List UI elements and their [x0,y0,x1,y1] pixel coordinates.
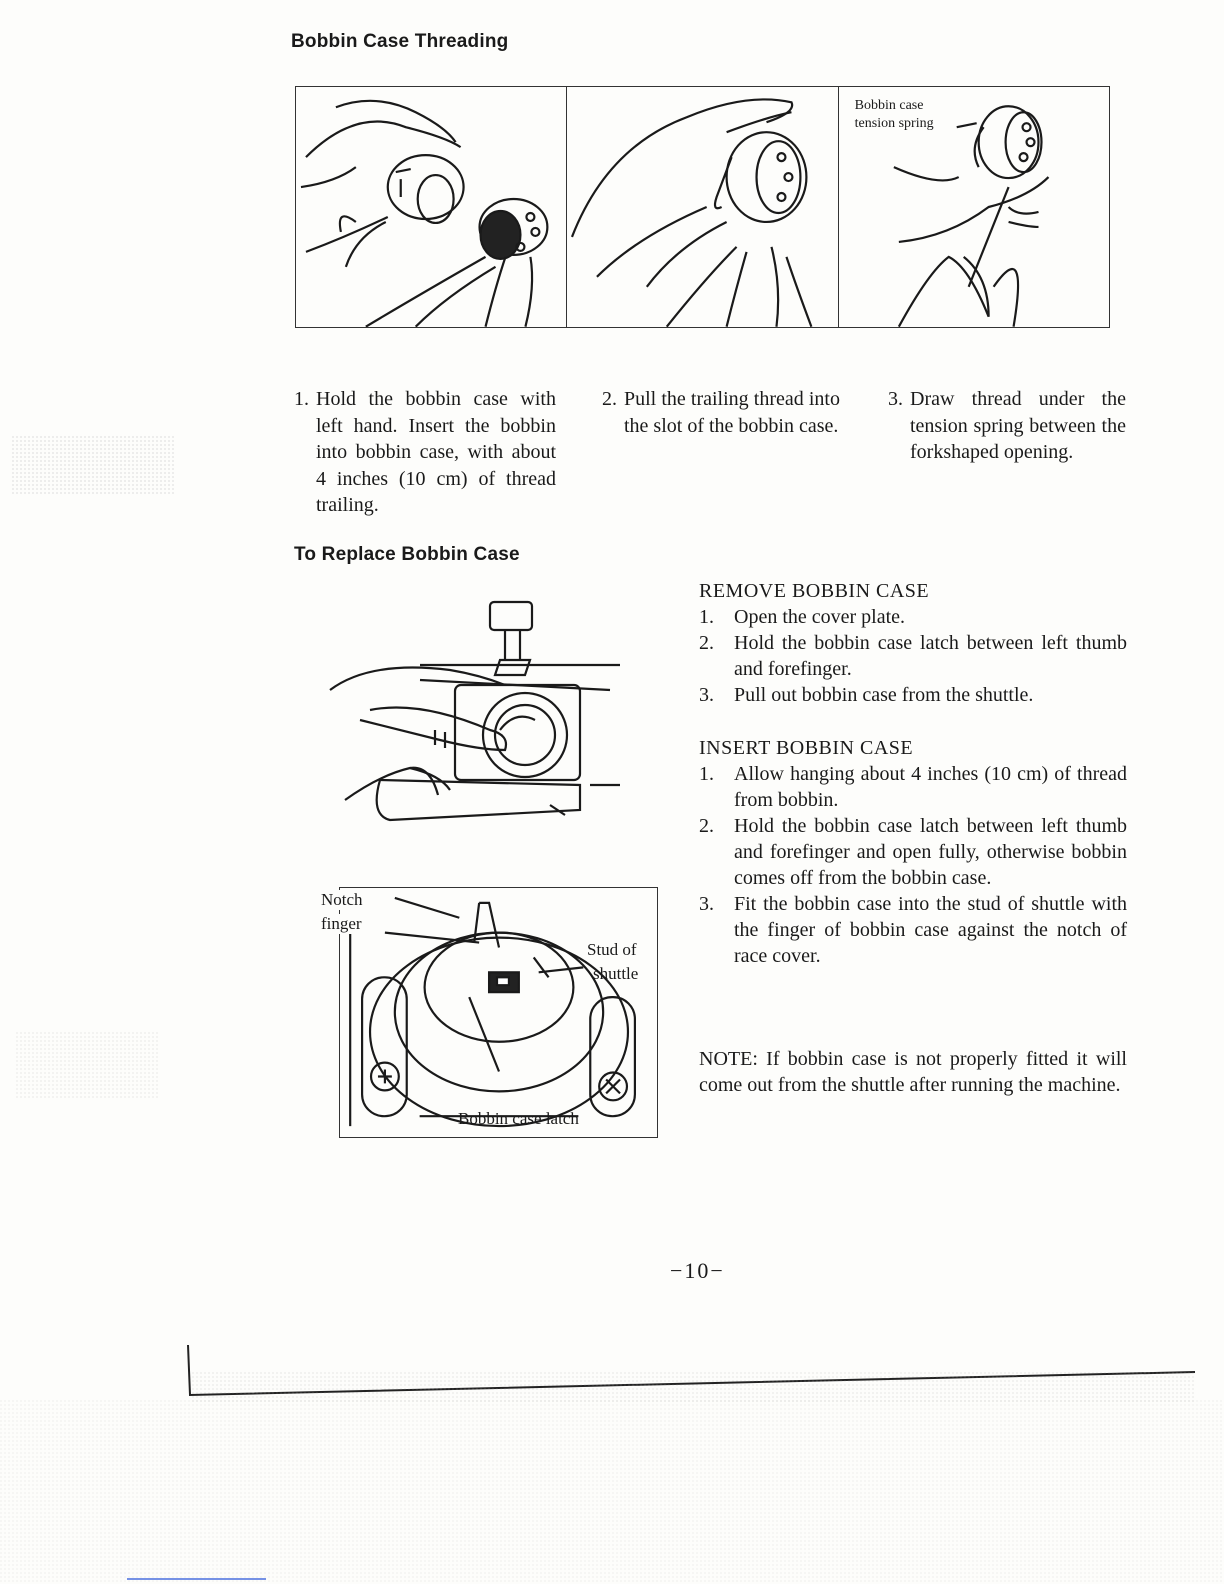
item-number: 3. [699,684,714,706]
section-title-threading: Bobbin Case Threading [291,31,509,52]
item-text: Pull out bobbin case from the shuttle. [734,684,1034,706]
remove-item-2 [699,630,1127,682]
step-number: 3. [888,388,903,410]
threading-illustrations [295,86,1110,328]
insert-item-1 [699,761,1127,813]
item-text: Open the cover plate. [734,606,906,628]
bobbin-detail-diagram [339,887,658,1138]
item-number: 1. [699,606,714,628]
insert-heading: INSERT BOBBIN CASE [699,737,914,759]
stud-label-line1: Stud of [587,940,637,959]
item-number: 2. [699,632,714,654]
insert-item-2 [699,813,1127,891]
page-number: −10− [670,1258,725,1283]
note-text: NOTE: If bobbin case is not properly fitted it will come out from the shuttle after running the machine. [699,1048,1127,1096]
illustration-pull-thread [567,87,838,327]
machine-bobbin-illustration [310,590,630,835]
step-3 [888,386,1126,466]
item-number: 1. [699,763,714,785]
notch-label-outer: Notch [321,890,363,909]
item-number: 2. [699,815,714,837]
section-title-replace: To Replace Bobbin Case [294,544,520,565]
item-number: 3. [699,893,714,915]
illustration-tension-spring [839,87,1109,327]
item-text: Hold the bobbin case latch between left thumb and forefinger and open fully, otherwise bobbin comes off from the bobbin case. [734,815,1127,889]
remove-instructions [699,578,1127,708]
item-text: Hold the bobbin case latch between left thumb and forefinger. [734,632,1127,680]
step-number: 1. [294,388,309,410]
insert-instructions [699,735,1127,969]
step-1 [294,386,556,519]
item-text: Fit the bobbin case into the stud of shuttle with the finger of bobbin case against the notch of race cover. [734,893,1127,967]
step-text: Hold the bobbin case with left hand. Insert the bobbin into bobbin case, with about 4 inches (10 cm) of thread trailing. [316,388,556,516]
step-text: Draw thread under the tension spring between the forkshaped opening. [910,388,1126,463]
step-number: 2. [602,388,617,410]
illustration-insert-bobbin [296,87,567,327]
remove-heading: REMOVE BOBBIN CASE [699,580,930,602]
remove-item-3 [699,682,1127,708]
remove-item-1 [699,604,1127,630]
step-text: Pull the trailing thread into the slot of the bobbin case. [624,388,840,437]
stud-label-line2: shuttle [593,964,639,983]
latch-label: Bobbin case latch [458,1109,579,1128]
insert-item-3 [699,891,1127,969]
item-text: Allow hanging about 4 inches (10 cm) of thread from bobbin. [734,763,1127,811]
step-2 [602,386,840,439]
label-line-2: tension spring [854,116,934,131]
label-line-1: Bobbin case [854,98,924,113]
finger-label-outer: finger [321,914,362,933]
